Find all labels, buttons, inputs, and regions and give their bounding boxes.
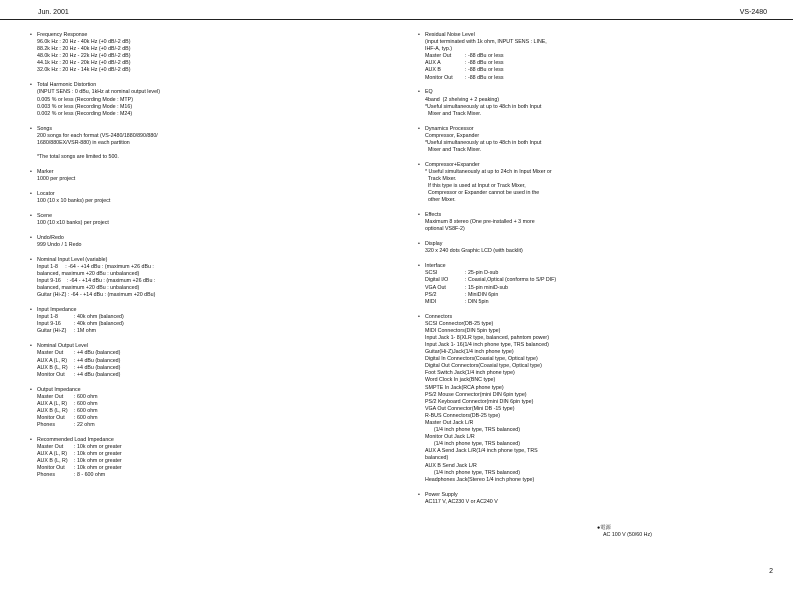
spec-section-body (30, 176, 390, 183)
spec-row-label: Input 9-16 (37, 321, 61, 328)
spec-section-title: • Interface (418, 263, 778, 270)
spec-row-value: : 600 ohm (74, 415, 98, 421)
spec-line: SMPTE In Jack(RCA phone type) (425, 384, 504, 391)
header-rule (0, 19, 793, 20)
spec-line: Word Clock In jack(BNC type) (425, 377, 496, 384)
spec-line: *The total songs are limited to 500. (37, 154, 119, 160)
spec-row (37, 458, 390, 465)
spec-section-body (418, 169, 778, 204)
spec-row-value: : 8 - 600 ohm (74, 472, 106, 479)
spec-section-title: • Frequency Response (30, 32, 390, 39)
spec-row-value: : -88 dBu or less (465, 74, 504, 81)
spec-section-undo-redo (30, 235, 390, 249)
spec-section-title: • Display (418, 241, 778, 248)
spec-line: 999 Undo / 1 Redo (37, 241, 82, 248)
spec-section-body (418, 219, 778, 233)
spec-line: Digital In Connectors(Coaxial type, Optical type) (425, 356, 538, 363)
spec-section-body (30, 314, 390, 335)
spec-line: 88.2k Hz : 20 Hz - 40k Hz (+0 dB/-2 dB) (37, 46, 131, 53)
spec-row-label: Master Out (37, 350, 64, 357)
spec-section-title: • Nominal Output Level (30, 343, 390, 350)
spec-line: (1/4 inch phone type, TRS balanced) (425, 469, 521, 476)
spec-line: 0.003 % or less (Recording Mode : M16) (37, 103, 133, 110)
spec-line: 32.0k Hz : 20 Hz - 14k Hz (+0 dB/-2 dB) (37, 67, 131, 74)
spec-line: 0.005 % or less (Recording Mode : MTP) (37, 96, 133, 103)
spec-section-title: • Output Impedance (30, 387, 390, 394)
japanese-power-title: ●電源 (597, 525, 611, 531)
spec-section-input-impedance (30, 307, 390, 335)
spec-line: balanced, maximum +20 dBu : unbalanced) (37, 285, 140, 292)
spec-line: other Mixer. (425, 197, 456, 204)
spec-line: Digital Out Connectors(Coaxial type, Optical type) (425, 363, 542, 370)
spec-row-value: : 600 ohm (74, 400, 98, 407)
spec-line: Maximum 8 stereo (One pre-installed + 3 more (425, 219, 535, 226)
spec-row (425, 60, 778, 67)
spec-line: Compressor, Expander (425, 132, 480, 139)
spec-row-value: : MiniDIN 6pin (465, 291, 499, 298)
spec-section-body (30, 394, 390, 429)
spec-row (425, 292, 778, 299)
spec-section-title: • Locator (30, 191, 390, 198)
spec-row-label: AUX B (425, 67, 441, 74)
spec-line: 100 (10 x 10 banks) per project (37, 197, 111, 204)
spec-row (37, 328, 390, 335)
spec-row-value: : 10k ohm or greater (74, 458, 122, 465)
spec-line: Master Out Jack L/R (425, 419, 474, 426)
spec-line: AUX B Send Jack L/R (425, 462, 477, 469)
spec-row-value: : 10k ohm or greater (74, 451, 122, 458)
spec-line: AC117 V, AC230 V or AC240 V (425, 498, 498, 505)
spec-line (37, 147, 390, 154)
spec-section-marker (30, 169, 390, 183)
spec-line: (1/4 inch phone type, TRS balanced) (425, 441, 521, 448)
spec-row-label: MIDI (425, 298, 437, 305)
spec-row-value: : 10k ohm or greater (74, 444, 122, 451)
spec-row (37, 465, 390, 472)
spec-line: Compressor or Expander cannot be used in the (425, 190, 540, 197)
spec-section-title: • Marker (30, 169, 390, 176)
spec-row (425, 299, 778, 306)
spec-row (37, 314, 390, 321)
spec-line: *Useful simultaneously at up to 48ch in both Input (425, 103, 542, 110)
right-spec-column (418, 32, 778, 514)
spec-row-label: AUX B (L, R) (37, 364, 68, 371)
spec-row-value: : 40k ohm (balanced) (74, 321, 124, 328)
spec-section-title: • Nominal Input Level (variable) (30, 257, 390, 264)
page-number: 2 (769, 567, 773, 575)
spec-row-label: AUX B (L, R) (37, 407, 68, 414)
spec-line: 100 (10 x10 banks) per project (37, 219, 109, 226)
spec-line: * Useful simultaneously at up to 24ch in Input Mixer or (425, 168, 552, 175)
spec-line: (INPUT SENS : 0 dBu, 1kHz at nominal output level) (37, 89, 160, 96)
spec-row-label: Monitor Out (425, 74, 453, 81)
spec-row-label: AUX A (L, R) (37, 451, 68, 458)
spec-section-title: • Compressor+Expander (418, 162, 778, 169)
spec-row-value: : 22 ohm (74, 422, 95, 429)
spec-section-title: • Effects (418, 212, 778, 219)
spec-row-value: : DIN 5pin (465, 298, 489, 305)
spec-section-title: • Power Supply (418, 492, 778, 499)
spec-row-value: : +4 dBu (balanced) (74, 371, 121, 378)
spec-line: 1000 per project (37, 175, 76, 182)
spec-row (37, 321, 390, 328)
spec-section-title: • Songs (30, 126, 390, 133)
spec-row-label: AUX A (425, 60, 441, 67)
spec-line: Headphones Jack(Stereo 1/4 inch phone type) (425, 476, 535, 483)
spec-line: MIDI Connectors(DIN 5pin type) (425, 327, 501, 334)
spec-line: PS/2 Keyboard Connector(mini DIN 6pin type) (425, 398, 534, 405)
spec-section-body (30, 350, 390, 378)
spec-row (37, 358, 390, 365)
spec-section-recommended-load-impedance (30, 437, 390, 480)
spec-row-label: Phones (37, 472, 55, 479)
spec-section-connectors (418, 314, 778, 484)
spec-line: Mixer and Track Mixer. (425, 146, 482, 153)
spec-row (37, 444, 390, 451)
spec-line: 320 x 240 dots Graphic LCD (with backlit) (425, 248, 523, 255)
spec-section-title: • Connectors (418, 314, 778, 321)
spec-line: Guitar (Hi-Z) : -64 - +14 dBu : (maximum +20 dBu) (37, 292, 156, 299)
spec-line: 0.002 % or less (Recording Mode : M24) (37, 110, 133, 117)
spec-row-value: : -88 dBu or less (465, 53, 504, 60)
header-model: VS-2480 (739, 9, 767, 16)
spec-line: Input Jack 1- 8(XLR type, balanced, pahntom power) (425, 334, 549, 341)
spec-line: 48.0k Hz : 20 Hz - 22k Hz (+0 dB/-2 dB) (37, 53, 131, 60)
spec-line: 1680/880EX/VSR-880) in each partition (37, 139, 130, 146)
spec-line: 4band (2 shelving + 2 peaking) (425, 96, 500, 103)
spec-section-body (418, 270, 778, 305)
spec-section-locator (30, 191, 390, 205)
spec-line: balanced, maximum +20 dBu : unbalanced) (37, 271, 140, 278)
spec-section-nominal-output-level (30, 343, 390, 378)
spec-line: balanced) (425, 455, 449, 462)
japanese-power-value: AC 100 V (50/60 Hz) (603, 532, 652, 539)
spec-line: Input 9-16 : -64 - +14 dBu : (maximum +26 dBu : (37, 278, 156, 285)
spec-section-total-harmonic-distortion (30, 82, 390, 117)
spec-row-value: : 15-pin miniD-sub (465, 284, 508, 291)
spec-row-value: : 25-pin D-sub (465, 270, 499, 277)
spec-row-label: Digital I/O (425, 277, 449, 284)
spec-row-label: AUX B (L, R) (37, 458, 68, 465)
spec-section-effects (418, 212, 778, 233)
spec-section-frequency-response (30, 32, 390, 75)
spec-line: VGA Out Connector(Mini DB -15 type) (425, 405, 515, 412)
spec-row-value: : 40k ohm (balanced) (74, 314, 124, 321)
spec-section-body (418, 97, 778, 118)
spec-row (425, 270, 778, 277)
spec-row-label: Phones (37, 422, 55, 429)
spec-section-title: • Scene (30, 213, 390, 220)
spec-row-label: AUX A (L, R) (37, 357, 68, 364)
spec-row-label: Master Out (425, 53, 452, 60)
spec-row (37, 451, 390, 458)
spec-line: (input terminated with 1k ohm, INPUT SENS : LINE, (425, 39, 547, 46)
spec-section-residual-noise-level (418, 32, 778, 82)
spec-section-title: • Dynamics Processor (418, 126, 778, 133)
spec-section-body (30, 89, 390, 117)
spec-row (37, 422, 390, 429)
spec-line: Guitar(Hi-Z)Jack(1/4 inch phone type) (425, 349, 514, 356)
spec-section-title: • Recommended Load Impedance (30, 437, 390, 444)
spec-line: 44.1k Hz : 20 Hz - 20k Hz (+0 dB/-2 dB) (37, 60, 131, 67)
spec-row-value: : +4 dBu (balanced) (74, 364, 121, 371)
spec-row (425, 53, 778, 60)
spec-row-value: : +4 dBu (balanced) (74, 357, 121, 364)
spec-row-label: VGA Out (425, 284, 446, 291)
spec-row (37, 401, 390, 408)
spec-section-title: • Residual Noise Level (418, 32, 778, 39)
spec-line: Mixer and Track Mixer. (425, 110, 482, 117)
spec-section-power-supply (418, 492, 778, 506)
spec-section-title: • Input Impedance (30, 307, 390, 314)
spec-row (425, 277, 778, 284)
spec-row-value: : 600 ohm (74, 407, 98, 414)
spec-row-value: : 600 ohm (74, 393, 98, 400)
spec-row (37, 415, 390, 422)
spec-section-body (30, 133, 390, 161)
spec-row (37, 394, 390, 401)
spec-row (37, 350, 390, 357)
spec-row-value: : -88 dBu or less (465, 67, 504, 74)
header-date: Jun. 2001 (38, 9, 69, 16)
spec-section-eq (418, 89, 778, 117)
spec-row-label: Monitor Out (37, 415, 65, 421)
left-spec-column (30, 32, 390, 487)
spec-line: *Useful simultaneously at up to 48ch in both Input (425, 139, 542, 146)
spec-line: Input 1-8 : -64 - +14 dBu : (maximum +26 dBu : (37, 263, 154, 270)
spec-line: Track Mixer. (425, 175, 457, 182)
spec-line: AUX A Send Jack L/R(1/4 inch phone type, TRS (425, 448, 538, 455)
spec-section-body (30, 444, 390, 479)
spec-line: If this type is used at Input or Track Mixer, (425, 183, 526, 190)
spec-line: Input Jack 1- 16(1/4 inch phone type, TRS balanced) (425, 341, 549, 348)
spec-line: 96.0k Hz : 20 Hz - 40k Hz (+0 dB/-2 dB) (37, 39, 131, 46)
spec-row (425, 67, 778, 74)
spec-section-body (418, 321, 778, 484)
spec-section-nominal-input-level-variable (30, 257, 390, 300)
spec-row (425, 285, 778, 292)
spec-section-body (418, 39, 778, 82)
spec-row-value: : 1M ohm (74, 328, 97, 335)
spec-row-value: : -88 dBu or less (465, 60, 504, 67)
spec-row-label: SCSI (425, 270, 438, 277)
spec-row (37, 408, 390, 415)
spec-section-title: • Undo/Redo (30, 235, 390, 242)
spec-row (37, 372, 390, 379)
spec-line: SCSI Connector(DB-25 type) (425, 320, 494, 327)
spec-section-output-impedance (30, 387, 390, 430)
spec-row (37, 472, 390, 479)
spec-line: Monitor Out Jack L/R (425, 434, 475, 441)
spec-row-label: PS/2 (425, 291, 437, 298)
spec-section-interface (418, 263, 778, 306)
spec-row-value: : 10k ohm or greater (74, 465, 122, 472)
spec-section-body (30, 220, 390, 227)
spec-row-label: Monitor Out (37, 371, 65, 378)
spec-line: IHF-A, typ.) (425, 46, 453, 53)
spec-row-label: Master Out (37, 444, 64, 451)
spec-section-body (418, 133, 778, 154)
spec-line: Foot Switch Jack(1/4 inch phone type) (425, 370, 515, 377)
spec-row-value: : Coaxial,Optical (conforms to S/P DIF) (465, 277, 557, 284)
spec-row (37, 365, 390, 372)
spec-section-body (30, 242, 390, 249)
spec-section-body (30, 198, 390, 205)
spec-section-body (418, 248, 778, 255)
spec-row (425, 75, 778, 82)
spec-section-body (30, 39, 390, 74)
spec-section-dynamics-processor (418, 126, 778, 154)
spec-row-label: Monitor Out (37, 465, 65, 472)
spec-section-title: • Total Harmonic Distortion (30, 82, 390, 89)
spec-section-compressor-expander (418, 162, 778, 205)
spec-row-value: : +4 dBu (balanced) (74, 350, 121, 357)
spec-row-label: Master Out (37, 393, 64, 400)
spec-line: (1/4 inch phone type, TRS balanced) (425, 427, 521, 434)
spec-section-body (418, 499, 778, 506)
spec-row-label: Input 1-8 (37, 314, 58, 321)
spec-section-title: • EQ (418, 89, 778, 96)
japanese-power-note (597, 525, 652, 539)
spec-section-display (418, 241, 778, 255)
spec-line: PS/2 Mouse Connector(mini DIN 6pin type) (425, 391, 527, 398)
spec-line: optional VS8F-2) (425, 226, 465, 233)
spec-line: 200 songs for each format (VS-2480/1880/890/880/ (37, 132, 158, 139)
spec-row-label: AUX A (L, R) (37, 400, 68, 407)
spec-row-label: Guitar (Hi-Z) (37, 328, 67, 335)
spec-section-body (30, 264, 390, 299)
spec-line: R-BUS Connectors(DB-25 type) (425, 412, 501, 419)
spec-section-scene (30, 213, 390, 227)
spec-section-songs (30, 126, 390, 161)
